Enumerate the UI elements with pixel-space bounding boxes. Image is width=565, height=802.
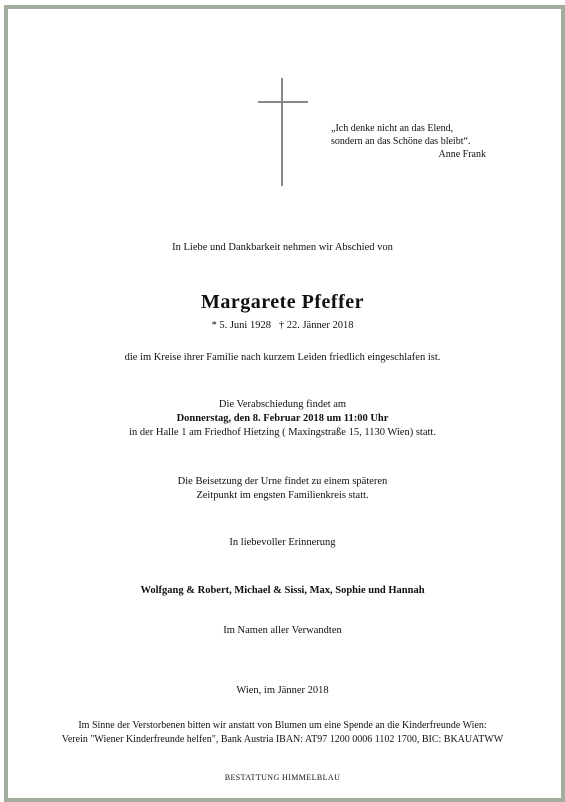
farewell-intro: Die Verabschiedung findet am xyxy=(218,399,347,410)
passing-text: die im Kreise ihrer Familie nach kurzem Leiden friedlich eingeschlafen ist. xyxy=(124,352,441,363)
quote-line: sondern an das Schöne das bleibt“. xyxy=(331,136,471,147)
urn-text-line: Die Beisetzung der Urne findet zu einem späteren xyxy=(177,476,388,487)
quote-block xyxy=(331,122,491,161)
farewell-location: in der Halle 1 am Friedhof Hietzing ( Maxingstraße 15, 1130 Wien) statt. xyxy=(129,427,436,438)
funeral-home-name: BESTATTUNG HIMMELBLAU xyxy=(224,773,341,782)
farewell-date-time: Donnerstag, den 8. Februar 2018 um 11:00 Uhr xyxy=(176,413,389,424)
remembrance-text: In liebevoller Erinnerung xyxy=(229,537,336,548)
quote-author: Anne Frank xyxy=(438,149,486,160)
life-dates: * 5. Juni 1928 † 22. Jänner 2018 xyxy=(211,320,354,331)
mourners-names: Wolfgang & Robert, Michael & Sissi, Max, Sophie und Hannah xyxy=(140,585,425,596)
place-date: Wien, im Jänner 2018 xyxy=(236,685,329,696)
intro-text: In Liebe und Dankbarkeit nehmen wir Abschied von xyxy=(172,242,393,253)
quote-line: „Ich denke nicht an das Elend, xyxy=(331,123,454,134)
donation-line: Verein "Wiener Kinderfreunde helfen", Bank Austria IBAN: AT97 1200 0006 1102 1700, BIC: BKAUATWW xyxy=(61,734,504,745)
deceased-name: Margarete Pfeffer xyxy=(200,291,364,313)
donation-line: Im Sinne der Verstorbenen bitten wir anstatt von Blumen um eine Spende an die Kinderfreunde Wien: xyxy=(78,720,487,731)
relatives-text: Im Namen aller Verwandten xyxy=(223,625,342,636)
urn-text-line: Zeitpunkt im engsten Familienkreis statt. xyxy=(196,490,369,501)
